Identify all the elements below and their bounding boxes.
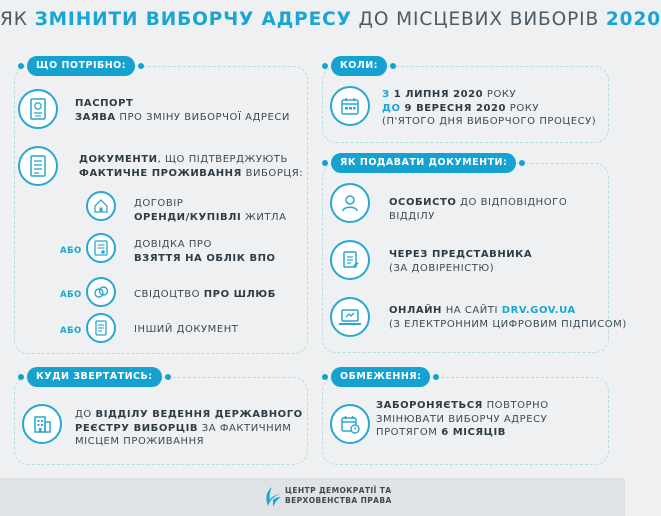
or-label: АБО bbox=[60, 290, 82, 300]
documents-text: ДОКУМЕНТИ, ЩО ПІДТВЕРДЖУЮТЬ ФАКТИЧНЕ ПРОЖИВАННЯ ВИБОРЦЯ: bbox=[79, 154, 304, 179]
passport-text: ПАСПОРТ ЗАЯВА ПРО ЗМІНУ ВИБОРЧОЇ АДРЕСИ bbox=[75, 98, 290, 123]
person-icon bbox=[330, 183, 370, 223]
option-idp-text: ДОВІДКА ПРО ВЗЯТТЯ НА ОБЛІК ВПО bbox=[134, 239, 276, 264]
drv-link[interactable]: DRV.GOV.UA bbox=[501, 305, 576, 316]
footer bbox=[0, 478, 625, 516]
or-label: АБО bbox=[60, 326, 82, 336]
certificate-icon bbox=[86, 233, 116, 263]
option-other-text: ІНШИЙ ДОКУМЕНТ bbox=[134, 324, 239, 335]
rings-icon bbox=[86, 277, 116, 307]
laptop-icon bbox=[330, 297, 370, 337]
building-icon bbox=[22, 404, 62, 444]
calendar-icon bbox=[330, 86, 370, 126]
page-title: ЯК ЗМІНИТИ ВИБОРЧУ АДРЕСУ ДО МІСЦЕВИХ ВИБОРІВ 2020 bbox=[0, 9, 661, 30]
calendar-lock-icon bbox=[330, 404, 370, 444]
house-contract-icon bbox=[86, 191, 116, 221]
or-label: АБО bbox=[60, 246, 82, 256]
how-personal-text: ОСОБИСТО ДО ВІДПОВІДНОГО ВІДДІЛУ bbox=[389, 197, 568, 222]
when-label: КОЛИ: bbox=[331, 56, 387, 76]
how-online-text: ОНЛАЙН НА САЙТІ DRV.GOV.UA (З ЕЛЕКТРОННИМ ЦИФРОВИМ ПІДПИСОМ) bbox=[389, 305, 627, 330]
how-label: ЯК ПОДАВАТИ ДОКУМЕНТИ: bbox=[331, 153, 516, 173]
when-text: З 1 ЛИПНЯ 2020 РОКУ ДО 9 ВЕРЕСНЯ 2020 РОКУ (П'ЯТОГО ДНЯ ВИБОРЧОГО ПРОЦЕСУ) bbox=[382, 89, 597, 127]
how-representative-text: ЧЕРЕЗ ПРЕДСТАВНИКА (ЗА ДОВІРЕНІСТЮ) bbox=[389, 249, 533, 274]
passport-icon bbox=[18, 89, 58, 129]
paper-icon bbox=[86, 313, 116, 343]
document-icon bbox=[18, 146, 58, 186]
where-label: КУДИ ЗВЕРТАТИСЬ: bbox=[27, 367, 162, 387]
what-needed-label: ЩО ПОТРІБНО: bbox=[27, 56, 135, 76]
option-contract-text: ДОГОВІР ОРЕНДИ/КУПІВЛІ ЖИТЛА bbox=[134, 198, 287, 223]
footer-org-name: ЦЕНТР ДЕМОКРАТІЇ ТА ВЕРХОВЕНСТВА ПРАВА bbox=[285, 486, 392, 505]
where-text: ДО ВІДДІЛУ ВЕДЕННЯ ДЕРЖАВНОГО РЕЄСТРУ ВИБОРЦІВ ЗА ФАКТИЧНИМ МІСЦЕМ ПРОЖИВАННЯ bbox=[75, 409, 303, 447]
representative-icon bbox=[330, 240, 370, 280]
limits-label: ОБМЕЖЕННЯ: bbox=[331, 367, 430, 387]
logo-icon bbox=[262, 486, 282, 508]
limits-text: ЗАБОРОНЯЄТЬСЯ ПОВТОРНО ЗМІНЮВАТИ ВИБОРЧУ АДРЕСУ ПРОТЯГОМ 6 МІСЯЦІВ bbox=[376, 400, 549, 438]
option-marriage-text: СВІДОЦТВО ПРО ШЛЮБ bbox=[134, 289, 276, 300]
